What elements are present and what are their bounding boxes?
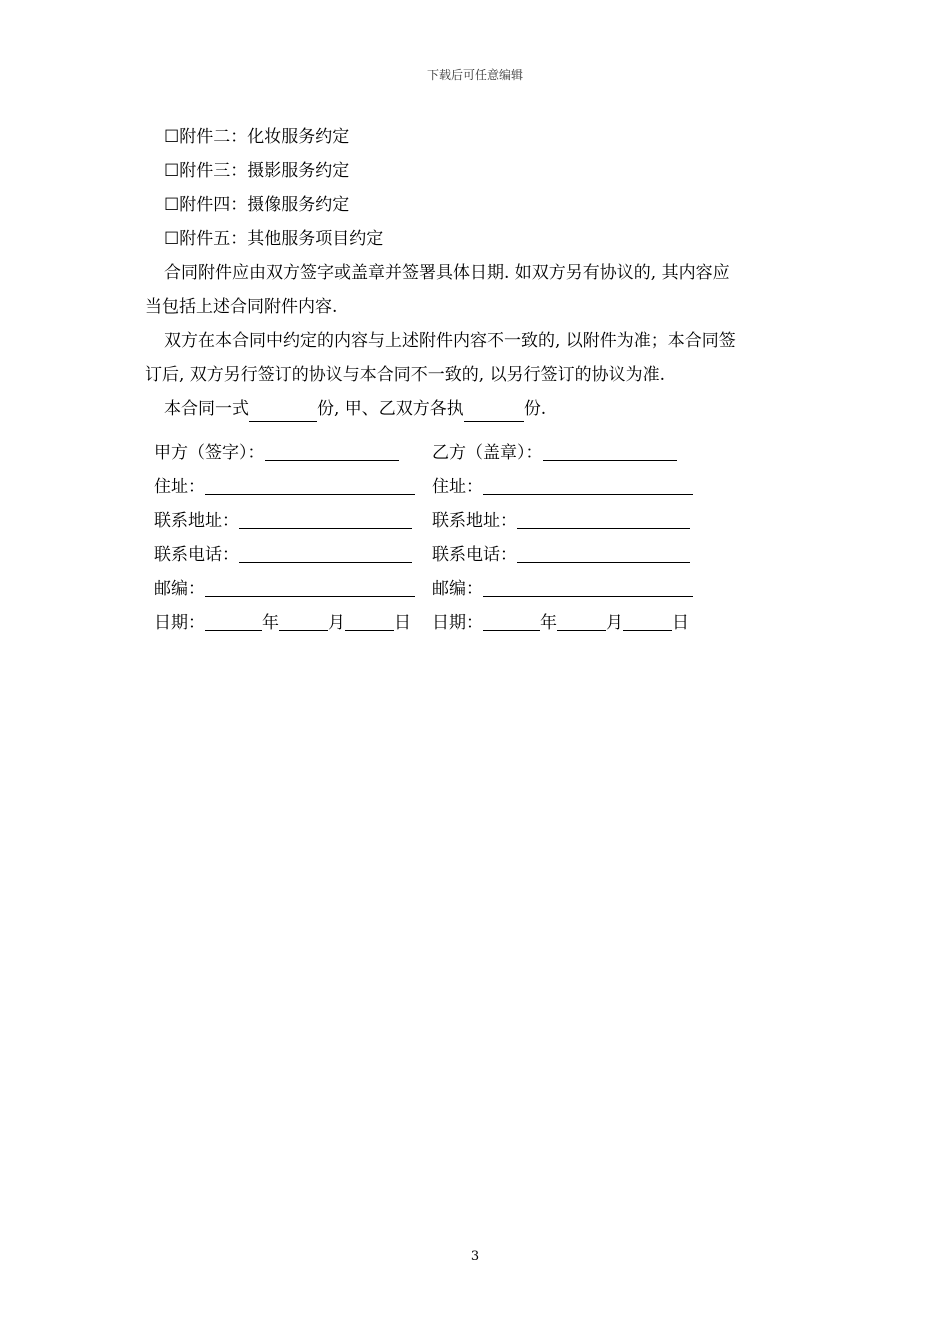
signature-row (154, 436, 710, 470)
month-label: 月 (328, 613, 345, 633)
document-body (145, 124, 805, 430)
year-blank[interactable] (205, 606, 262, 631)
attachment-item: ☐附件四：摄像服务约定 (164, 195, 350, 215)
day-blank[interactable] (345, 606, 394, 631)
attachment-item: ☐附件二：化妆服务约定 (164, 127, 350, 147)
phone-label: 联系电话： (154, 545, 239, 565)
day-label: 日 (672, 613, 689, 633)
postcode-label: 邮编： (154, 579, 205, 599)
contact-address-blank[interactable] (239, 504, 412, 529)
contact-address-label: 联系地址： (432, 511, 517, 531)
attachment-item: ☐附件三：摄影服务约定 (164, 161, 350, 181)
date-label: 日期： (432, 613, 483, 633)
party-a-blank[interactable] (265, 436, 399, 461)
paragraph-line: 订后, 双方另行签订的协议与本合同不一致的, 以另行签订的协议为准. (145, 365, 666, 385)
signature-row (154, 538, 710, 572)
signature-row (154, 504, 710, 538)
postcode-blank[interactable] (483, 572, 693, 597)
party-a-label: 甲方（签字）： (154, 443, 265, 463)
address-label: 住址： (154, 477, 205, 497)
paragraph-line: 当包括上述合同附件内容. (145, 297, 338, 317)
address-label: 住址： (432, 477, 483, 497)
month-label: 月 (606, 613, 623, 633)
signature-row (154, 606, 710, 640)
year-label: 年 (540, 613, 557, 633)
month-blank[interactable] (279, 606, 328, 631)
year-label: 年 (262, 613, 279, 633)
paragraph-line: 双方在本合同中约定的内容与上述附件内容不一致的, 以附件为准；本合同签 (164, 331, 736, 351)
copies-each-blank[interactable] (464, 397, 524, 422)
copies-text: 本合同一式 (164, 399, 249, 419)
copies-text: 份. (523, 399, 547, 419)
party-b-label: 乙方（盖章）： (432, 443, 543, 463)
postcode-label: 邮编： (432, 579, 483, 599)
phone-blank[interactable] (517, 538, 690, 563)
copies-blank[interactable] (249, 397, 317, 422)
year-blank[interactable] (483, 606, 540, 631)
signature-row (154, 470, 710, 504)
address-blank[interactable] (483, 470, 693, 495)
signature-row (154, 572, 710, 606)
page-number: 3 (470, 1249, 480, 1264)
copies-text: 份, 甲、乙双方各执 (317, 399, 464, 419)
contact-address-blank[interactable] (517, 504, 690, 529)
copies-line (145, 396, 805, 430)
day-blank[interactable] (623, 606, 672, 631)
attachment-item: ☐附件五：其他服务项目约定 (164, 229, 384, 249)
party-b-blank[interactable] (543, 436, 677, 461)
month-blank[interactable] (557, 606, 606, 631)
signature-table (154, 436, 710, 640)
day-label: 日 (394, 613, 411, 633)
paragraph-line: 合同附件应由双方签字或盖章并签署具体日期. 如双方另有协议的, 其内容应 (164, 263, 730, 283)
phone-label: 联系电话： (432, 545, 517, 565)
phone-blank[interactable] (239, 538, 412, 563)
postcode-blank[interactable] (205, 572, 415, 597)
address-blank[interactable] (205, 470, 415, 495)
page-header: 下载后可任意编辑 (426, 68, 523, 82)
contact-address-label: 联系地址： (154, 511, 239, 531)
date-label: 日期： (154, 613, 205, 633)
